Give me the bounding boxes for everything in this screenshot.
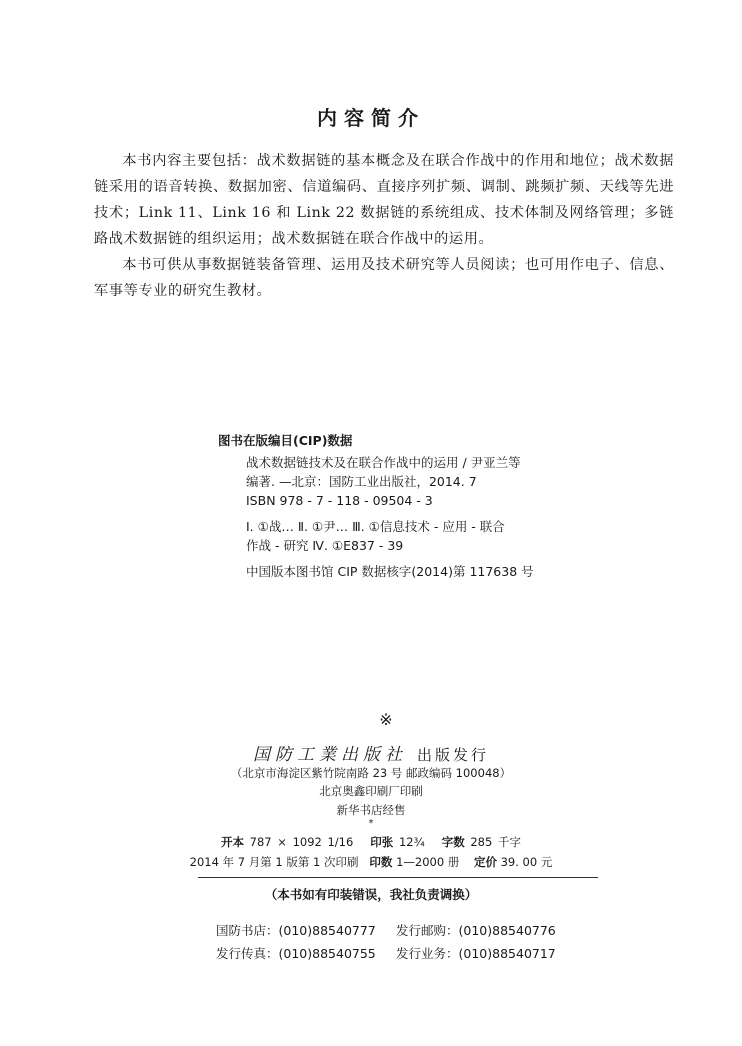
- edition-info: [0, 854, 742, 870]
- contact-label: 发行业务：: [396, 946, 459, 961]
- words-label: 字数: [441, 835, 465, 849]
- contact-phone: (010)88540755: [278, 946, 376, 961]
- printer: 北京奥鑫印刷厂印刷: [319, 784, 423, 798]
- cip-classification: Ⅰ. ①战… Ⅱ. ①尹… Ⅲ. ①信息技术 - 应用 - 联合: [246, 519, 505, 534]
- edition-text: 2014 年 7 月第 1 版第 1 次印刷: [189, 855, 359, 869]
- format-value: 787 × 1092 1/16: [249, 835, 354, 849]
- replacement-notice: （本书如有印装错误，我社负责调换）: [264, 887, 478, 902]
- contacts-row: [216, 942, 576, 965]
- publisher-address: （北京市海淀区紫竹院南路 23 号 邮政编码 100048）: [230, 766, 512, 780]
- sheets-value: 12¾: [398, 835, 425, 849]
- contact-label: 发行传真：: [216, 946, 279, 961]
- cip-classification: 作战 - 研究 Ⅳ. ①E837 - 39: [246, 538, 404, 553]
- contact-label: 国防书店：: [216, 923, 279, 938]
- page-title: 内容简介: [317, 106, 425, 130]
- distributor: 新华书店经售: [336, 803, 406, 817]
- cip-block: [218, 431, 558, 581]
- cip-line: 编著. —北京：国防工业出版社，2014. 7: [246, 474, 477, 489]
- contact-phone: (010)88540776: [458, 923, 556, 938]
- separator-mark: *: [368, 818, 374, 829]
- cip-title: 图书在版编目(CIP)数据: [218, 433, 353, 448]
- cip-isbn: ISBN 978 - 7 - 118 - 09504 - 3: [246, 493, 433, 508]
- intro-paragraph-2: 本书可供从事数据链装备管理、运用及技术研究等人员阅读；也可用作电子、信息、军事等专业的研究生教材。: [94, 257, 674, 299]
- intro-text: [94, 148, 674, 304]
- print-run-label: 印数: [369, 855, 393, 869]
- contact-label: 发行邮购：: [396, 923, 459, 938]
- contact-item: [396, 919, 576, 942]
- price-value: 39. 00 元: [500, 855, 553, 869]
- cip-record-number: 中国版本图书馆 CIP 数据核字(2014)第 117638 号: [246, 564, 534, 579]
- intro-paragraph-1: 本书内容主要包括：战术数据链的基本概念及在联合作战中的作用和地位；战术数据链采用的语音转换、数据加密、信道编码、直接序列扩频、调制、跳频扩频、天线等先进技术；Link 11、Link 16 和 Link 22 数据链的系统组成、技术体制及网络管理；多链路战术数据链的组织运用；战术数据链在联合作战中的运用。: [94, 153, 674, 247]
- contacts-row: [216, 919, 576, 942]
- price-label: 定价: [473, 855, 497, 869]
- book-specs: [0, 834, 742, 850]
- reference-mark: ※: [379, 710, 393, 729]
- contacts-block: [216, 919, 576, 965]
- divider: [198, 877, 598, 878]
- sheets-label: 印张: [370, 835, 394, 849]
- format-label: 开本: [221, 835, 245, 849]
- contact-phone: (010)88540777: [278, 923, 376, 938]
- contact-item: [396, 942, 576, 965]
- words-value: 285 千字: [470, 835, 521, 849]
- publisher-line: [0, 740, 742, 765]
- cip-line: 战术数据链技术及在联合作战中的运用 / 尹亚兰等: [246, 455, 521, 470]
- contact-item: [216, 919, 396, 942]
- contact-item: [216, 942, 396, 965]
- print-run-value: 1—2000 册: [396, 855, 460, 869]
- publisher-brand-logo: 国防工業出版社: [252, 745, 407, 765]
- publisher-suffix: 出版发行: [416, 746, 489, 764]
- contact-phone: (010)88540717: [458, 946, 556, 961]
